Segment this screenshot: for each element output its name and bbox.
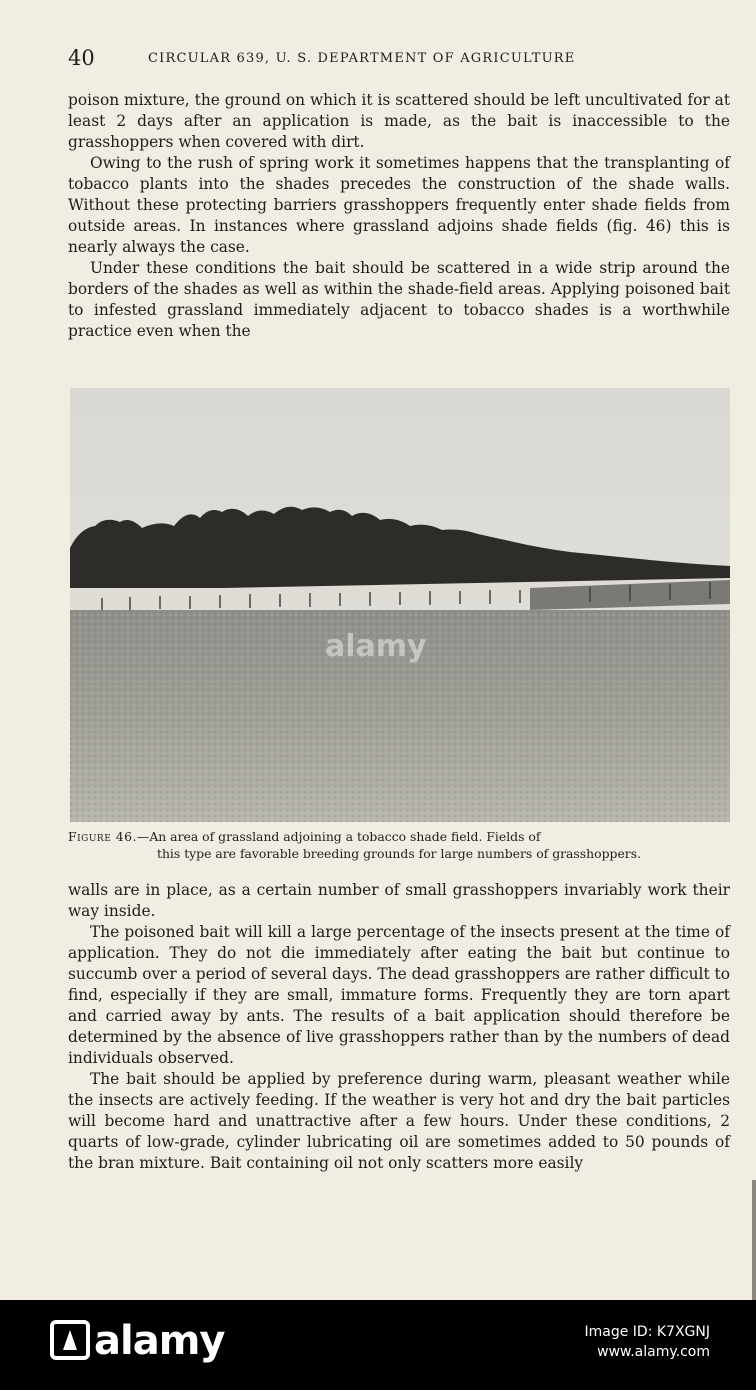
page-edge — [752, 1180, 756, 1300]
body-text-bottom — [68, 880, 730, 1174]
figure-caption — [68, 828, 730, 862]
alamy-logo-icon — [50, 1320, 90, 1360]
caption-label: Figure 46. — [68, 829, 137, 844]
paragraph: Under these conditions the bait should be scattered in a wide strip around the borders of the shades as well as within the shade-field areas. Applying poisoned bait to infested grassland immediately adjacent to tobacco shades is a worthwhile practice even when the — [68, 259, 730, 340]
figure-photo — [70, 388, 730, 822]
paragraph: The bait should be applied by preference during warm, pleasant weather while the insects are actively feeding. If the weather is very hot and dry the bait particles will become hard and unattractive after a few hours. Under these conditions, 2 quarts of low-grade, cylinder lubricating oil are sometimes added to 50 pounds of the bran mixture. Bait containing oil not only scatters more easily — [68, 1070, 730, 1172]
footer-meta — [584, 1322, 710, 1362]
body-text-top — [68, 90, 730, 342]
watermark: alamy — [325, 629, 427, 664]
caption-line-2: this type are favorable breeding grounds for large numbers of grasshoppers. — [156, 846, 642, 861]
paragraph: poison mixture, the ground on which it is scattered should be left uncultivated for at least 2 days after an application is made, as the bait is inaccessible to the grasshoppers when covered with dirt. — [68, 91, 730, 151]
page-number: 40 — [68, 46, 95, 70]
running-head: CIRCULAR 639, U. S. DEPARTMENT OF AGRICULTURE — [148, 51, 576, 66]
grassland-photo — [70, 388, 730, 822]
paragraph: The poisoned bait will kill a large percentage of the insects present at the time of application. They do not die immediately after eating the bait but continue to succumb over a period of several days. The dead grasshoppers are rather difficult to find, especially if they are small, immature forms. Frequently they are torn apart and carried away by ants. The results of a bait application should therefore be determined by the absence of live grasshoppers rather than by the numbers of dead individuals observed. — [68, 923, 730, 1067]
paragraph: walls are in place, as a certain number of small grasshoppers invariably work their way inside. — [68, 881, 730, 920]
page-header — [68, 46, 728, 72]
alamy-logo — [50, 1318, 224, 1364]
alamy-logo-text: alamy — [94, 1318, 225, 1364]
stock-footer-bar — [0, 1300, 756, 1390]
image-id: Image ID: K7XGNJ — [584, 1324, 710, 1340]
caption-line-1: —An area of grassland adjoining a tobacco shade field. Fields of — [136, 829, 541, 844]
paragraph: Owing to the rush of spring work it sometimes happens that the transplanting of tobacco plants into the shades precedes the construction of the shade walls. Without these protecting barriers grasshoppers frequently enter shade fields from outside areas. In instances where grassland adjoins shade fields (fig. 46) this is nearly always the case. — [68, 154, 730, 256]
site-url[interactable]: www.alamy.com — [597, 1344, 710, 1360]
